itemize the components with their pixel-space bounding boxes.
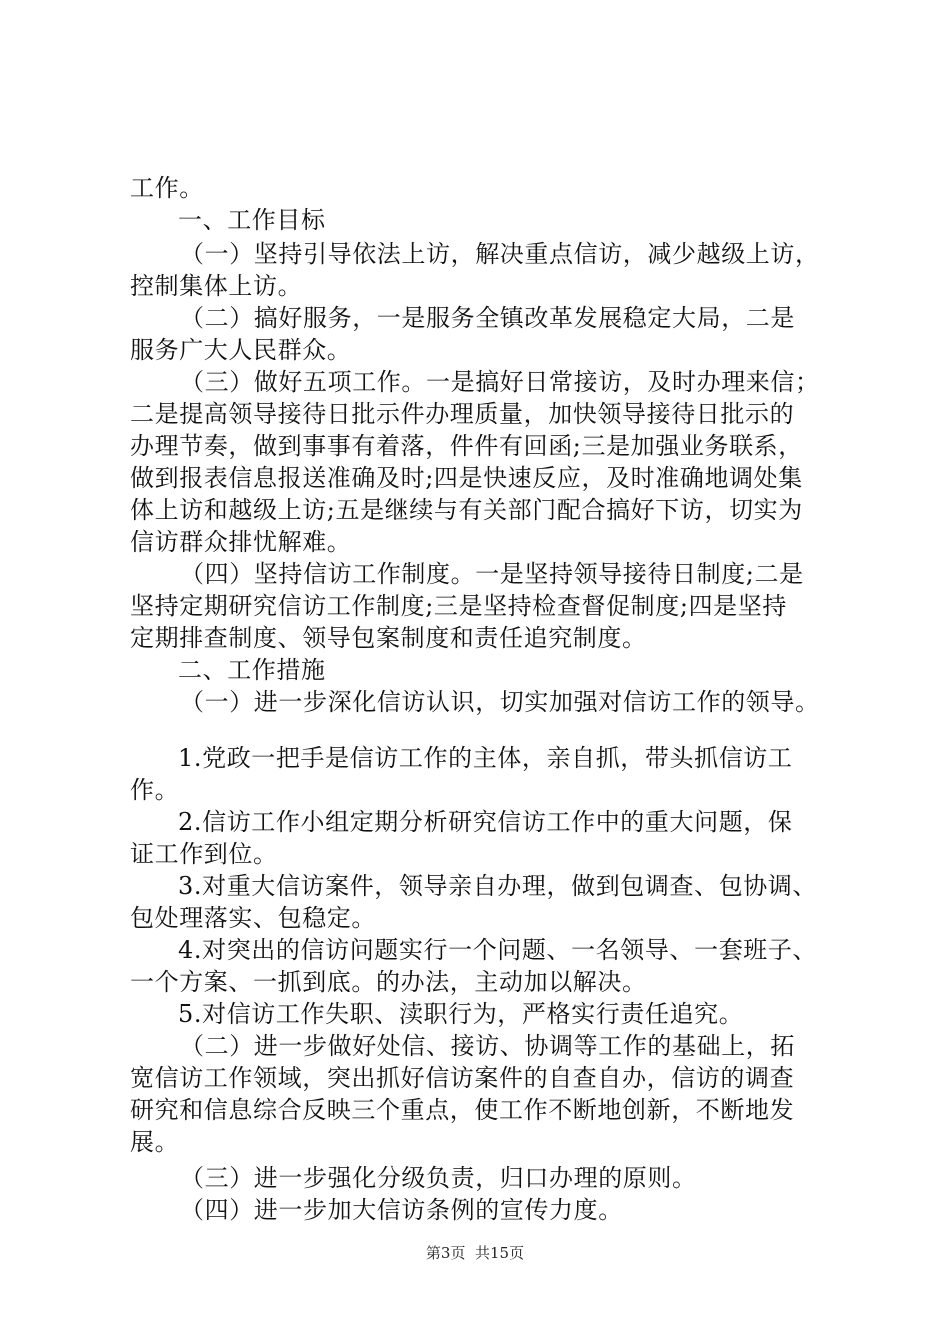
text-line: 二是提高领导接待日批示件办理质量，加快领导接待日批示的	[130, 400, 795, 428]
text-line: 坚持定期研究信访工作制度;三是坚持检查督促制度;四是坚持	[130, 592, 787, 620]
text-line: （一）进一步深化信访认识，切实加强对信访工作的领导。	[180, 688, 820, 716]
text-line: 研究和信息综合反映三个重点，使工作不断地创新，不断地发	[130, 1096, 795, 1124]
text-line: 定期排查制度、领导包案制度和责任追究制度。	[130, 624, 647, 652]
text-line: （三）做好五项工作。一是搞好日常接访，及时办理来信；	[180, 368, 820, 396]
text-line: （三）进一步强化分级负责，归口办理的原则。	[180, 1164, 697, 1192]
text-line: 一个方案、一抓到底。的办法，主动加以解决。	[130, 968, 647, 996]
text-line: 信访群众排忧解难。	[130, 528, 352, 556]
text-line: （二）搞好服务，一是服务全镇改革发展稳定大局，二是	[180, 304, 795, 332]
list-item: 1.党政一把手是信访工作的主体，亲自抓，带头抓信访工	[178, 744, 793, 772]
text-line: （四）进一步加大信访条例的宣传力度。	[180, 1196, 623, 1224]
text-line: （一）坚持引导依法上访，解决重点信访，减少越级上访，	[180, 240, 820, 268]
list-item: 2.信访工作小组定期分析研究信访工作中的重大问题，保	[178, 808, 793, 836]
text-line: 服务广大人民群众。	[130, 336, 352, 364]
text-line: 作。	[130, 776, 180, 804]
list-item: 5.对信访工作失职、渎职行为，严格实行责任追究。	[178, 1000, 744, 1028]
text-line: 办理节奏，做到事事有着落，件件有回函;三是加强业务联系，	[130, 432, 803, 460]
text-line: 控制集体上访。	[130, 272, 303, 300]
text-line: 包处理落实、包稳定。	[130, 904, 376, 932]
section-heading: 二、工作措施	[178, 656, 326, 684]
text-line: 体上访和越级上访;五是继续与有关部门配合搞好下访，切实为	[130, 496, 803, 524]
list-item: 3.对重大信访案件，领导亲自办理，做到包调查、包协调、	[178, 872, 818, 900]
list-item: 4.对突出的信访问题实行一个问题、一名领导、一套班子、	[178, 936, 818, 964]
text-line: 做到报表信息报送准确及时;四是快速反应，及时准确地调处集	[130, 464, 803, 492]
text-line: 证工作到位。	[130, 840, 278, 868]
text-line: 工作。	[130, 174, 204, 202]
text-line: 展。	[130, 1128, 180, 1156]
section-heading: 一、工作目标	[178, 206, 326, 234]
text-line: 宽信访工作领域，突出抓好信访案件的自查自办，信访的调查	[130, 1064, 795, 1092]
text-line: （四）坚持信访工作制度。一是坚持领导接待日制度;二是	[180, 560, 804, 588]
text-line: （二）进一步做好处信、接访、协调等工作的基础上，拓	[180, 1032, 795, 1060]
page-footer	[0, 1242, 950, 1263]
page-number: 第3页 共15页	[425, 1244, 525, 1262]
